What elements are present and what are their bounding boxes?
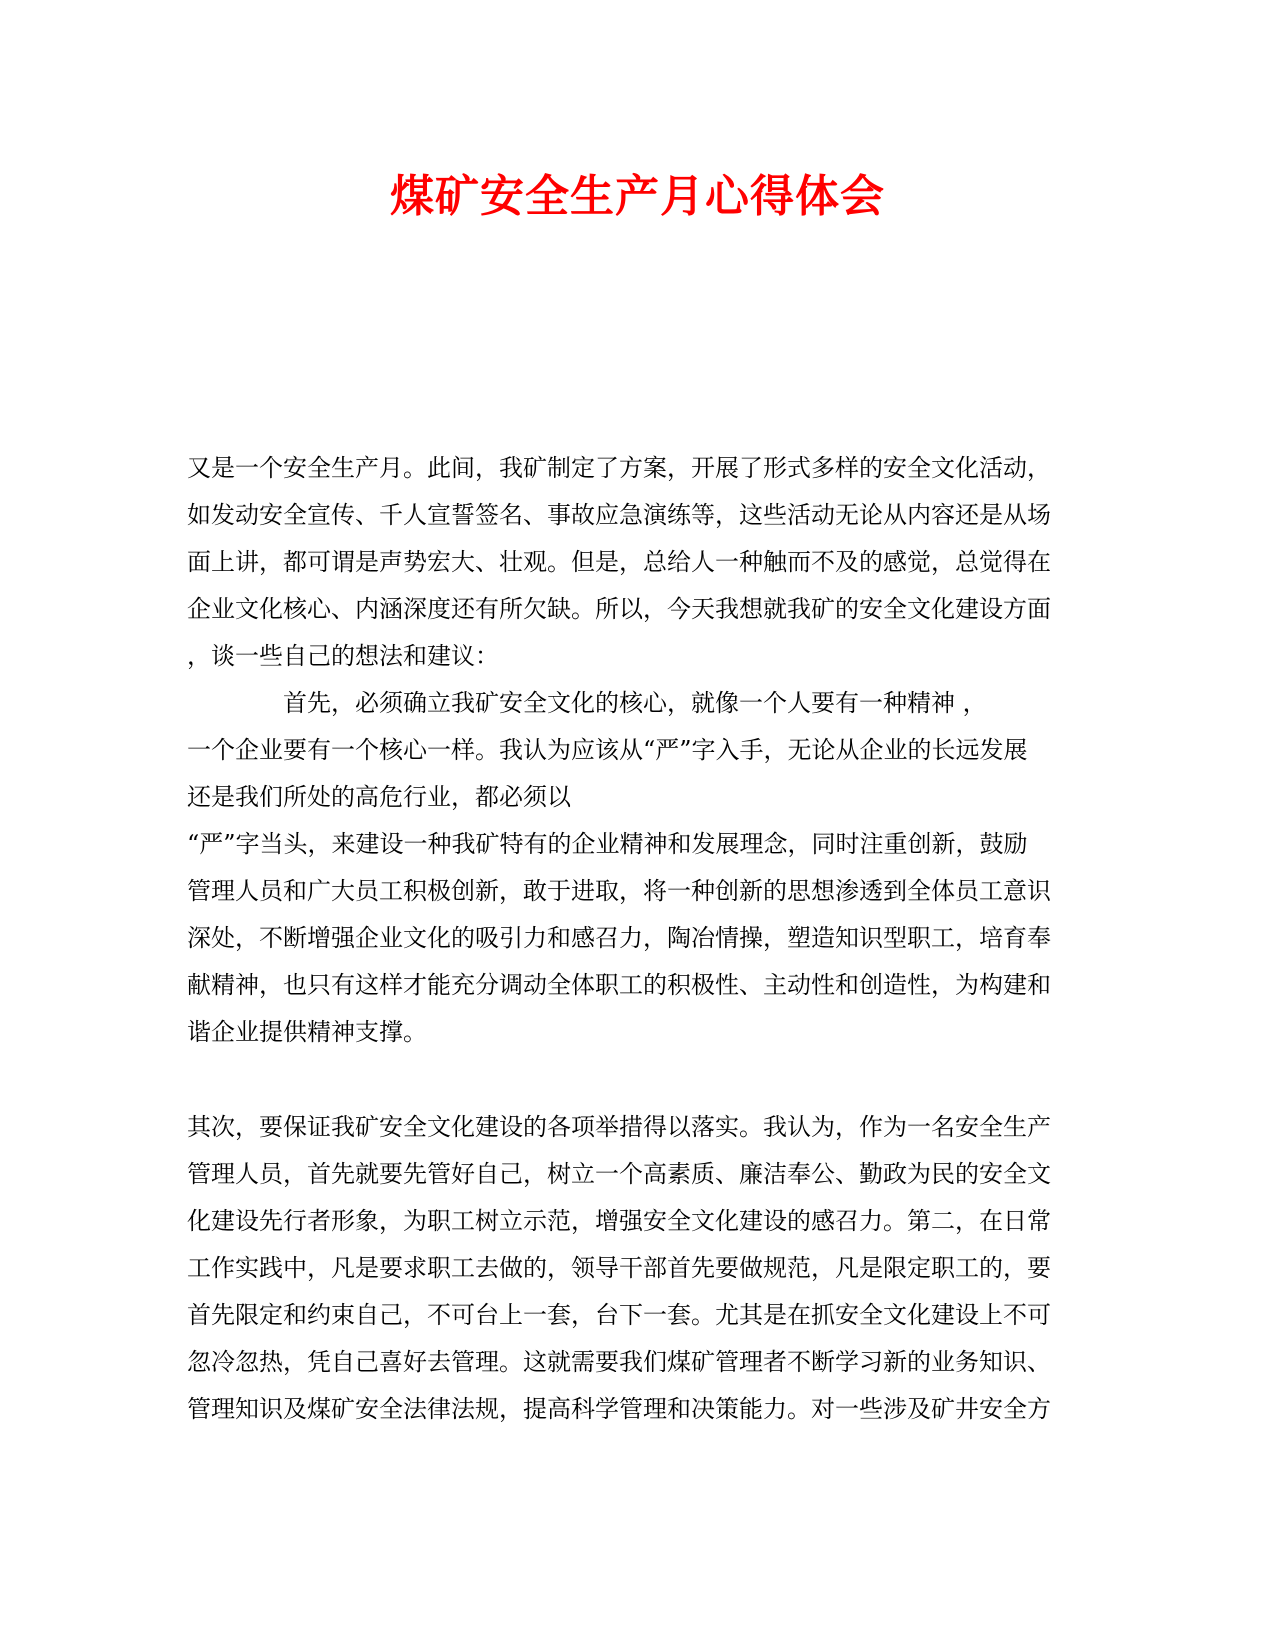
body-line: ，谈一些自己的想法和建议：	[187, 642, 499, 670]
body-line: 深处，不断增强企业文化的吸引力和感召力，陶冶情操，塑造知识型职工，培育奉	[187, 924, 1051, 952]
body-line: 管理人员和广大员工积极创新，敢于进取，将一种创新的思想渗透到全体员工意识	[187, 877, 1051, 905]
body-line: 献精神，也只有这样才能充分调动全体职工的积极性、主动性和创造性，为构建和	[187, 971, 1051, 999]
body-line: 企业文化核心、内涵深度还有所欠缺。所以，今天我想就我矿的安全文化建设方面	[187, 595, 1051, 623]
body-line: 还是我们所处的高危行业，都必须以	[187, 783, 571, 811]
body-line: 首先，必须确立我矿安全文化的核心，就像一个人要有一种精神 ，	[283, 689, 987, 717]
body-line: 管理知识及煤矿安全法律法规，提高科学管理和决策能力。对一些涉及矿井安全方	[187, 1395, 1051, 1423]
body-line: 其次，要保证我矿安全文化建设的各项举措得以落实。我认为，作为一名安全生产	[187, 1113, 1051, 1141]
body-line: 如发动安全宣传、千人宣誓签名、事故应急演练等，这些活动无论从内容还是从场	[187, 501, 1051, 529]
body-line: 忽冷忽热，凭自己喜好去管理。这就需要我们煤矿管理者不断学习新的业务知识、	[187, 1348, 1051, 1376]
body-line: 管理人员，首先就要先管好自己，树立一个高素质、廉洁奉公、勤政为民的安全文	[187, 1160, 1051, 1188]
body-line: 一个企业要有一个核心一样。我认为应该从“严”字入手，无论从企业的长远发展	[187, 736, 1028, 764]
body-line: 谐企业提供精神支撑。	[187, 1018, 427, 1046]
body-line: 化建设先行者形象，为职工树立示范，增强安全文化建设的感召力。第二，在日常	[187, 1207, 1051, 1235]
body-line: 面上讲，都可谓是声势宏大、壮观。但是，总给人一种触而不及的感觉，总觉得在	[187, 548, 1051, 576]
body-line: 又是一个安全生产月。此间，我矿制定了方案，开展了形式多样的安全文化活动，	[187, 454, 1051, 482]
body-line: 工作实践中，凡是要求职工去做的，领导干部首先要做规范，凡是限定职工的，要	[187, 1254, 1051, 1282]
body-line: 首先限定和约束自己，不可台上一套，台下一套。尤其是在抓安全文化建设上不可	[187, 1301, 1051, 1329]
document-title: 煤矿安全生产月心得体会	[390, 171, 885, 222]
body-line: “严”字当头，来建设一种我矿特有的企业精神和发展理念，同时注重创新，鼓励	[187, 830, 1028, 858]
